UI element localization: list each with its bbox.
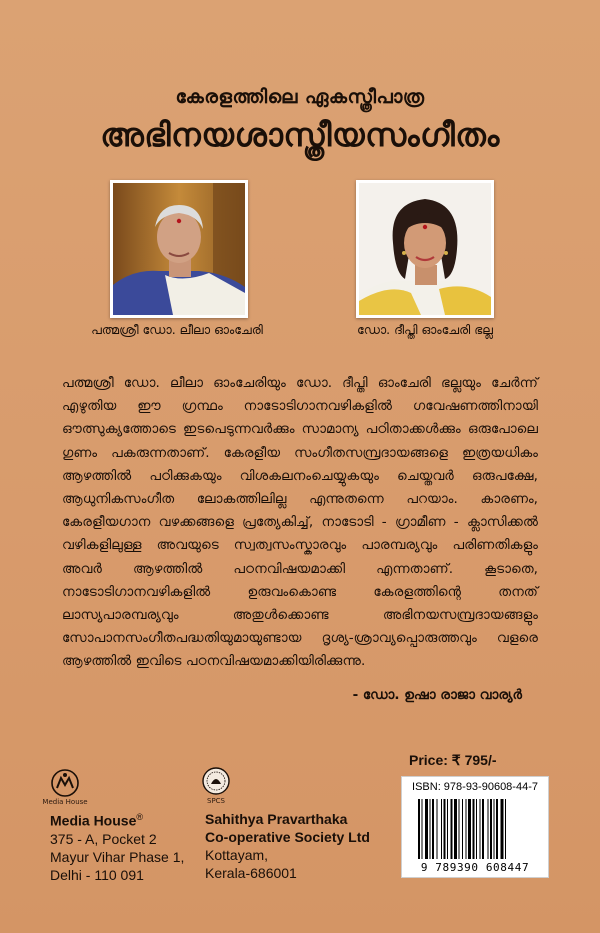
author-caption-2: ഡോ. ദീപ്തി ഓംചേരി ഭല്ല — [357, 322, 493, 337]
publisher-name: Media House — [50, 812, 137, 829]
blurb-paragraph: പത്മശ്രീ ഡോ. ലീലാ ഓംചേരിയും ഡോ. ദീപ്തി ഓംചേരി ഭല്ലയും ചേർന്ന് എഴുതിയ ഈ ഗ്രന്ഥം നാടോടിഗാനവഴികളിൽ ഗവേഷണത്തിനായി ഔത്സുക്യത്തോടെ ഇടപെടുന്നവർക്കും സാമാന്യ പഠിതാക്കൾക്കും ഒരുപോലെ ഗുണം പകരുന്നതാണ്. കേരളീയ സംഗീതസമ്പ്രദായങ്ങളെ ഇത്രയധികം ആഴത്തിൽ പഠിക്കുകയും വിശകലനംചെയ്യുകയും ചെയ്തവർ ഒരുപക്ഷേ, ആധുനികസംഗീത ലോകത്തിലില്ല എന്നുതന്നെ പറയാം. കാരണം, കേരളീയഗാന വഴക്കങ്ങളെ പ്രത്യേകിച്ച്, നാടോടി - ഗ്രാമീണ - ക്ലാസിക്കൽ വഴികളിലുള്ള അവയുടെ സ്വത്വസംസ്കാരവും പാരമ്പര്യവും പരിണതികളും അവർ ആഴത്തിൽ പഠനവിഷയമാക്കി എന്നതാണ്. കൂടാതെ, നാടോടിഗാനവഴികളിൽ ഉരുവംകൊണ്ട കേരളത്തിന്റെ തനത് ലാസ്യപാരമ്പര്യവും അതുൾക്കൊണ്ട അഭിനയസമ്പ്രദായങ്ങളും സോപാനസംഗീതപദ്ധതിയുമായുണ്ടായ ദൃശ്യ-ശ്രാവ്യപ്പൊരുത്തവും വളരെ ആഴത്തിൽ ഇവിടെ പഠനവിഷയമാക്കിയിരിക്കുന്നു. — [62, 375, 538, 670]
distributor-line-2: Co-operative Society Ltd — [205, 829, 370, 845]
barcode-icon — [416, 799, 534, 859]
isbn-label: ISBN: 978-93-90608-44-7 — [412, 781, 538, 793]
price-label: Price: ₹ 795/- — [409, 752, 497, 768]
publisher-line-3: Delhi - 110 091 — [50, 866, 144, 883]
book-subtitle: കേരളത്തിലെ ഏകസ്ത്രീപാത്ര — [175, 86, 425, 108]
spcs-logo-text: SPCS — [207, 797, 225, 805]
media-house-logo-text: Media House — [42, 798, 88, 806]
title-block — [0, 86, 600, 155]
author-caption-1: പത്മശ്രീ ഡോ. ലീലാ ഓംചേരി — [91, 322, 263, 337]
distributor-line-4: Kerala-686001 — [205, 865, 297, 881]
blurb — [62, 372, 538, 674]
book-title: അഭിനയശാസ്ത്രീയസംഗീതം — [100, 116, 500, 154]
author-photo-1 — [110, 180, 248, 318]
distributor-line-3: Kottayam, — [205, 847, 269, 863]
author-photo-2 — [356, 180, 494, 318]
media-house-logo-icon — [50, 768, 80, 798]
distributor-address — [205, 810, 370, 882]
publisher-line-2: Mayur Vihar Phase 1, — [50, 848, 185, 865]
isbn-barcode-box — [401, 776, 549, 878]
barcode-digits: 9 789390 608447 — [420, 861, 530, 874]
blurb-signature: - ഡോ. ഉഷാ രാജാ വാര്യർ — [352, 687, 522, 703]
publisher-address — [50, 808, 184, 884]
spcs-logo-icon — [201, 766, 231, 796]
registered-mark: ® — [136, 812, 143, 822]
publisher-line-1: 375 - A, Pocket 2 — [50, 830, 157, 847]
distributor-line-1: Sahithya Pravarthaka — [205, 811, 348, 827]
